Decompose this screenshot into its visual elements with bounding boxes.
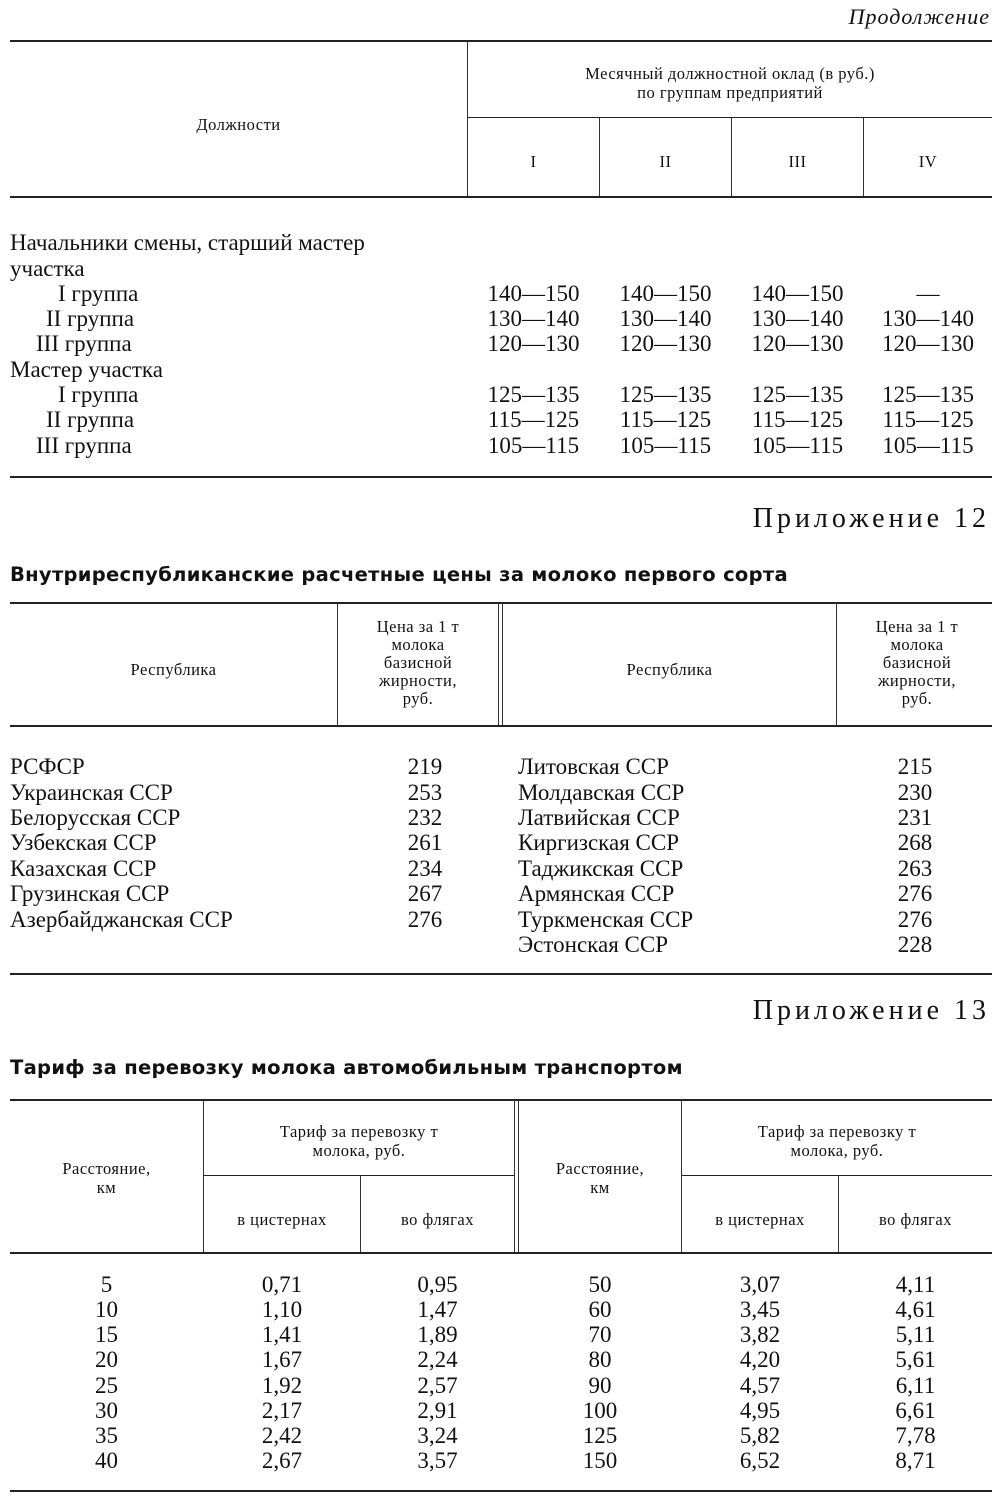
tank-cell: 1,67 bbox=[261, 1347, 303, 1372]
section-title: Мастер участка bbox=[10, 357, 163, 382]
tank-cell: 1,41 bbox=[261, 1322, 303, 1347]
flask-cell: 4,61 bbox=[895, 1297, 936, 1322]
table-rule bbox=[10, 725, 992, 727]
continuation-label: Продолжение bbox=[848, 4, 990, 29]
row-label: I группа bbox=[58, 382, 139, 407]
row-label: II группа bbox=[46, 407, 135, 432]
distance-cell: 70 bbox=[588, 1322, 612, 1347]
republic-name: Киргизская ССР bbox=[518, 830, 680, 855]
price-cell: 276 bbox=[897, 907, 933, 932]
appendix-12-label: Приложение 12 bbox=[752, 503, 990, 534]
price-cell: 230 bbox=[897, 780, 933, 805]
republic-name: Узбекская ССР bbox=[10, 830, 157, 855]
cell: 115—125 bbox=[751, 407, 844, 432]
section-title: Начальники смены, старший мастер bbox=[10, 230, 365, 255]
cell: 130—140 bbox=[487, 306, 580, 331]
cell: 140—150 bbox=[487, 281, 580, 306]
cell: 125—135 bbox=[619, 382, 712, 407]
republic-name: Грузинская ССР bbox=[10, 881, 170, 906]
column-header-tank: в цистернах bbox=[237, 1210, 327, 1229]
cell: 115—125 bbox=[487, 407, 580, 432]
header-divider bbox=[468, 117, 992, 118]
tank-cell: 3,45 bbox=[739, 1297, 781, 1322]
republic-name: Белорусская ССР bbox=[10, 805, 181, 830]
republic-name: Украинская ССР bbox=[10, 780, 173, 805]
tank-cell: 2,42 bbox=[261, 1423, 303, 1448]
cell: 105—115 bbox=[619, 433, 712, 458]
tank-cell: 3,07 bbox=[739, 1272, 781, 1297]
section-title: участка bbox=[10, 256, 85, 281]
flask-cell: 5,61 bbox=[895, 1347, 936, 1372]
republic-name: Армянская ССР bbox=[518, 881, 675, 906]
table-rule bbox=[10, 476, 992, 478]
column-header-price: Цена за 1 т молока базисной жирности, руб. bbox=[875, 617, 959, 708]
flask-cell: 2,57 bbox=[417, 1373, 458, 1398]
header-divider bbox=[204, 1175, 514, 1176]
price-cell: 276 bbox=[897, 881, 933, 906]
republic-name: Туркменская ССР bbox=[518, 907, 694, 932]
republic-name: Таджикская ССР bbox=[518, 856, 684, 881]
column-header-republic: Республика bbox=[626, 660, 713, 679]
cell: 115—125 bbox=[619, 407, 712, 432]
column-header-group: II bbox=[659, 152, 672, 171]
tank-cell: 4,95 bbox=[739, 1398, 781, 1423]
column-header-tank: в цистернах bbox=[715, 1210, 805, 1229]
cell: 120—130 bbox=[751, 331, 844, 356]
tank-cell: 3,82 bbox=[739, 1322, 781, 1347]
flask-cell: 1,47 bbox=[417, 1297, 458, 1322]
column-header-position: Должности bbox=[196, 115, 281, 134]
table-rule bbox=[10, 602, 992, 604]
column-header-tariff: Тариф за перевозку т молока, руб. bbox=[757, 1122, 917, 1160]
cell: 125—135 bbox=[751, 382, 844, 407]
distance-cell: 100 bbox=[582, 1398, 618, 1423]
flask-cell: 6,61 bbox=[895, 1398, 936, 1423]
column-header-group: I bbox=[530, 152, 537, 171]
cell: 120—130 bbox=[619, 331, 712, 356]
flask-cell: 2,91 bbox=[417, 1398, 458, 1423]
flask-cell: 3,57 bbox=[417, 1448, 458, 1473]
cell: 130—140 bbox=[751, 306, 844, 331]
distance-cell: 25 bbox=[95, 1373, 118, 1398]
republic-name: Молдавская ССР bbox=[518, 780, 685, 805]
column-header-group: IV bbox=[918, 152, 938, 171]
distance-cell: 10 bbox=[95, 1297, 118, 1322]
tank-cell: 2,67 bbox=[261, 1448, 303, 1473]
price-cell: 267 bbox=[407, 881, 443, 906]
price-cell: 232 bbox=[407, 805, 443, 830]
table-rule bbox=[10, 196, 992, 198]
republic-name: Литовская ССР bbox=[518, 754, 669, 779]
column-header-salary: Месячный должностной оклад (в руб.) по группам предприятий bbox=[585, 64, 875, 102]
distance-cell: 20 bbox=[95, 1347, 118, 1372]
column-divider bbox=[498, 603, 499, 725]
flask-cell: 6,11 bbox=[895, 1373, 936, 1398]
republic-name: Казахская ССР bbox=[10, 856, 157, 881]
cell: 125—135 bbox=[882, 382, 974, 407]
row-label: II группа bbox=[46, 306, 135, 331]
row-label: III группа bbox=[36, 331, 132, 356]
cell: — bbox=[916, 281, 940, 306]
row-label: I группа bbox=[58, 281, 139, 306]
cell: 125—135 bbox=[487, 382, 580, 407]
flask-cell: 2,24 bbox=[417, 1347, 458, 1372]
tank-cell: 1,10 bbox=[261, 1297, 303, 1322]
row-label: III группа bbox=[36, 433, 132, 458]
cell: 130—140 bbox=[882, 306, 974, 331]
distance-cell: 80 bbox=[588, 1347, 612, 1372]
flask-cell: 3,24 bbox=[417, 1423, 458, 1448]
column-header-distance: Расстояние, км bbox=[62, 1159, 151, 1197]
appendix-12-title: Внутриреспубликанские расчетные цены за молоко первого сорта bbox=[10, 563, 788, 586]
appendix-13-label: Приложение 13 bbox=[752, 995, 990, 1026]
price-cell: 219 bbox=[407, 754, 443, 779]
column-header-republic: Республика bbox=[130, 660, 217, 679]
distance-cell: 125 bbox=[582, 1423, 618, 1448]
appendix-13-title: Тариф за перевозку молока автомобильным транспортом bbox=[10, 1056, 683, 1079]
cell: 120—130 bbox=[882, 331, 974, 356]
column-header-distance: Расстояние, км bbox=[555, 1159, 645, 1197]
distance-cell: 35 bbox=[95, 1423, 118, 1448]
price-cell: 253 bbox=[407, 780, 443, 805]
cell: 140—150 bbox=[751, 281, 844, 306]
flask-cell: 0,95 bbox=[417, 1272, 458, 1297]
column-divider bbox=[514, 1100, 515, 1252]
republic-name: РСФСР bbox=[10, 754, 85, 779]
table-rule bbox=[10, 1099, 992, 1101]
cell: 115—125 bbox=[882, 407, 974, 432]
price-cell: 234 bbox=[407, 856, 443, 881]
column-header-flask: во флягах bbox=[879, 1210, 952, 1229]
table-rule bbox=[10, 40, 992, 42]
distance-cell: 90 bbox=[588, 1373, 612, 1398]
column-header-tariff: Тариф за перевозку т молока, руб. bbox=[279, 1122, 439, 1160]
distance-cell: 30 bbox=[95, 1398, 118, 1423]
tank-cell: 4,57 bbox=[739, 1373, 781, 1398]
table-rule bbox=[10, 1490, 992, 1492]
column-header-price: Цена за 1 т молока базисной жирности, руб. bbox=[376, 617, 460, 708]
column-header-flask: во флягах bbox=[401, 1210, 474, 1229]
tank-cell: 0,71 bbox=[261, 1272, 303, 1297]
distance-cell: 150 bbox=[582, 1448, 618, 1473]
distance-cell: 60 bbox=[588, 1297, 612, 1322]
price-cell: 215 bbox=[897, 754, 933, 779]
tank-cell: 1,92 bbox=[261, 1373, 303, 1398]
price-cell: 263 bbox=[897, 856, 933, 881]
tank-cell: 5,82 bbox=[739, 1423, 781, 1448]
tank-cell: 2,17 bbox=[261, 1398, 303, 1423]
flask-cell: 1,89 bbox=[417, 1322, 458, 1347]
tank-cell: 4,20 bbox=[739, 1347, 781, 1372]
column-header-group: III bbox=[788, 152, 807, 171]
tank-cell: 6,52 bbox=[739, 1448, 781, 1473]
cell: 130—140 bbox=[619, 306, 712, 331]
cell: 140—150 bbox=[619, 281, 712, 306]
republic-name: Латвийская ССР bbox=[518, 805, 680, 830]
price-cell: 231 bbox=[897, 805, 933, 830]
price-cell: 261 bbox=[407, 830, 443, 855]
distance-cell: 40 bbox=[95, 1448, 118, 1473]
cell: 105—115 bbox=[751, 433, 844, 458]
flask-cell: 8,71 bbox=[895, 1448, 936, 1473]
price-cell: 276 bbox=[407, 907, 443, 932]
flask-cell: 5,11 bbox=[895, 1322, 936, 1347]
distance-cell: 15 bbox=[95, 1322, 118, 1347]
header-divider bbox=[682, 1175, 992, 1176]
distance-cell: 50 bbox=[588, 1272, 612, 1297]
distance-cell: 5 bbox=[100, 1272, 113, 1297]
flask-cell: 4,11 bbox=[895, 1272, 936, 1297]
republic-name: Эстонская ССР bbox=[518, 932, 668, 957]
table-rule bbox=[10, 973, 992, 975]
cell: 105—115 bbox=[487, 433, 580, 458]
price-cell: 228 bbox=[897, 932, 933, 957]
cell: 105—115 bbox=[882, 433, 974, 458]
table-rule bbox=[10, 1252, 992, 1254]
price-cell: 268 bbox=[897, 830, 933, 855]
republic-name: Азербайджанская ССР bbox=[10, 907, 233, 932]
cell: 120—130 bbox=[487, 331, 580, 356]
flask-cell: 7,78 bbox=[895, 1423, 936, 1448]
